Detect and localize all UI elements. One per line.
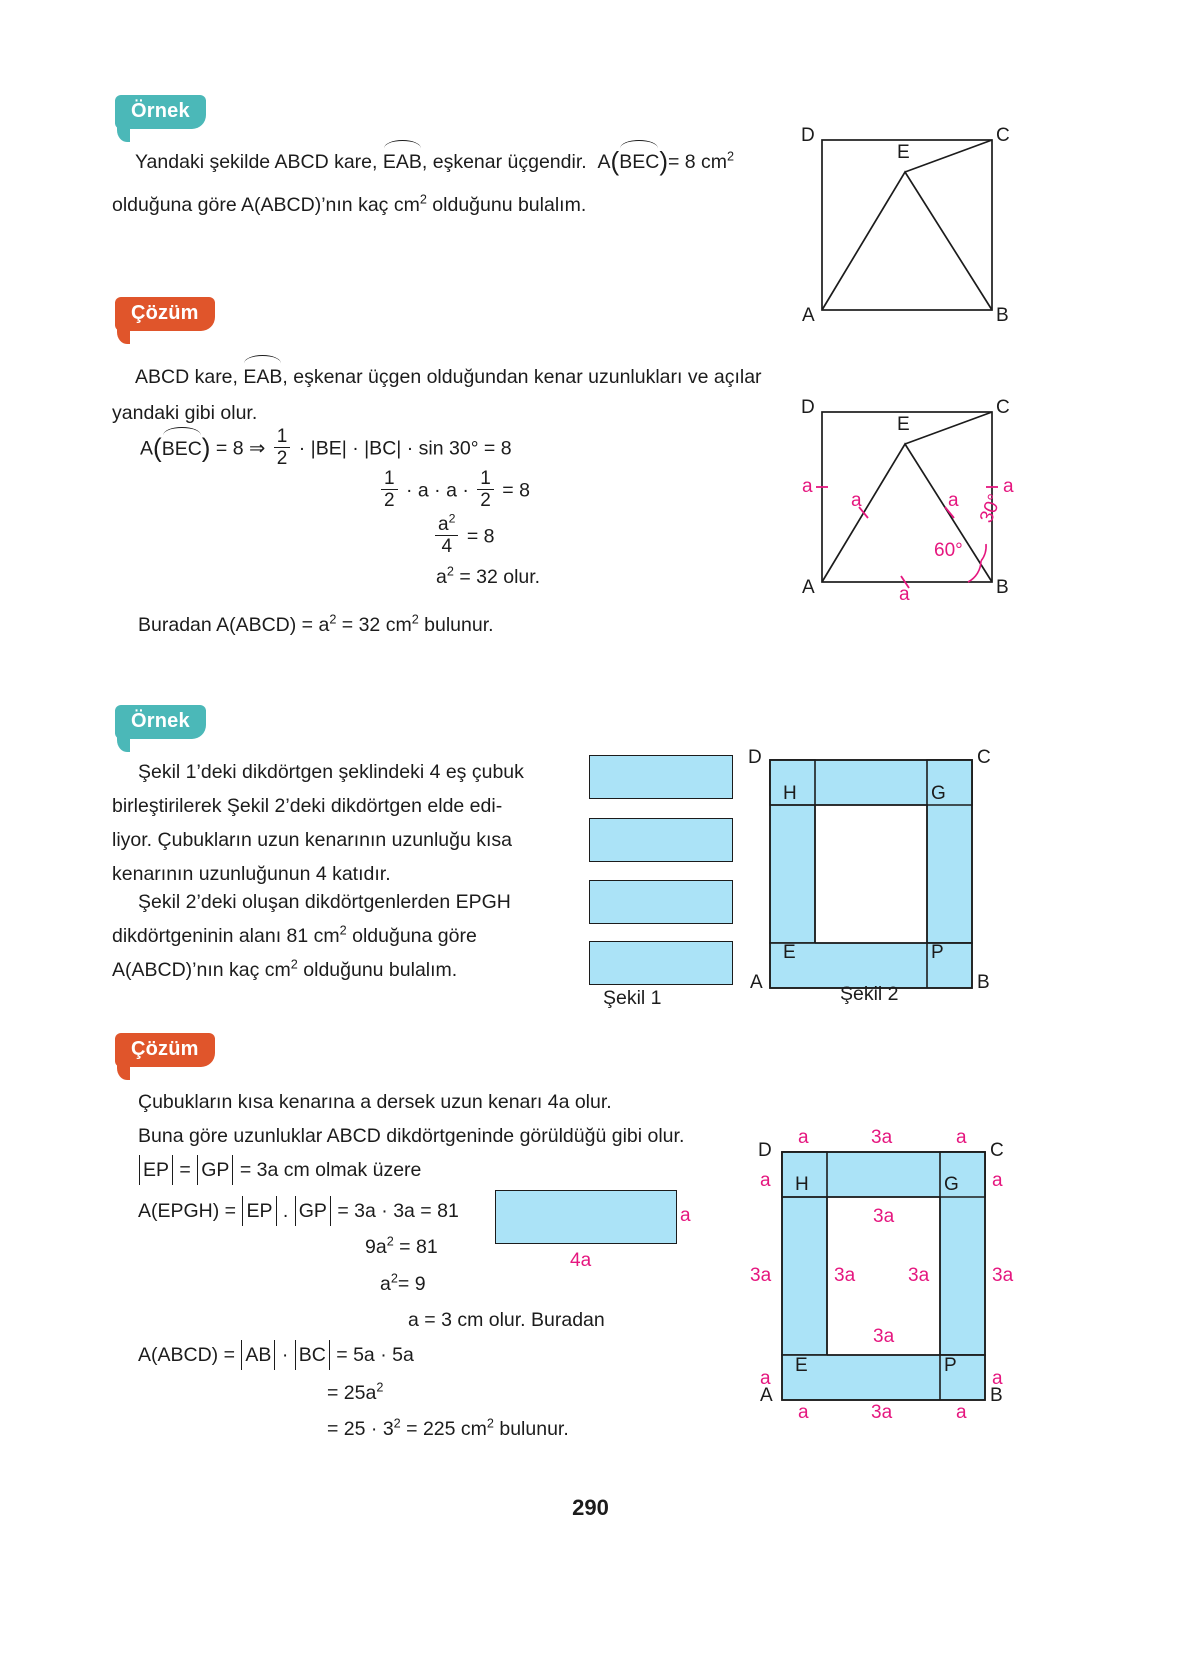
solution2-line10-sup1: 2 bbox=[393, 1416, 401, 1431]
arc-EAB-2: EAB bbox=[243, 362, 282, 392]
solution2-line4-pre: A(EPGH) = bbox=[138, 1200, 237, 1222]
right-label-a-top: a bbox=[992, 1170, 1003, 1191]
sol2-vertex-E: E bbox=[795, 1355, 808, 1376]
solution2-line6-sup: 2 bbox=[390, 1271, 398, 1286]
sekil2-vertex-P: P bbox=[931, 942, 944, 963]
inner-label-3a-bottom: 3a bbox=[873, 1326, 895, 1347]
left-label-a-bottom: a bbox=[760, 1368, 771, 1389]
solution1-conclusion bbox=[138, 610, 494, 640]
sekil2-vertex-H: H bbox=[783, 783, 797, 804]
bottom-label-3a: 3a bbox=[871, 1402, 893, 1423]
solution1-figure bbox=[800, 392, 1035, 605]
bar-1 bbox=[589, 755, 733, 799]
sekil2-vertex-E: E bbox=[783, 942, 796, 963]
solution2-line2: Buna göre uzunluklar ABCD dikdörtgeninde görüldüğü gibi olur. bbox=[138, 1125, 685, 1147]
sol2-vertex-G: G bbox=[944, 1174, 959, 1195]
solution2-line5-b: = 81 bbox=[393, 1236, 438, 1258]
solution2-line4 bbox=[138, 1196, 459, 1226]
angle-label-60: 60° bbox=[934, 540, 963, 561]
solution2-line9 bbox=[327, 1378, 383, 1408]
solution2-line9-sup: 2 bbox=[376, 1380, 384, 1395]
sol2-vertex-D: D bbox=[758, 1140, 772, 1161]
solution2-line10-a: = 25 · 3 bbox=[327, 1418, 394, 1440]
solution2-line1: Çubukların kısa kenarına a dersek uzun kenarı 4a olur. bbox=[138, 1091, 612, 1113]
solution1-text-2: , eşkenar üçgen olduğundan kenar uzunlukları ve açılar bbox=[282, 366, 762, 388]
sol2-vertex-C: C bbox=[990, 1140, 1004, 1161]
step3-num: a bbox=[438, 514, 449, 535]
solution2-line10-b: = 225 cm bbox=[400, 1418, 487, 1440]
sekil-2-caption: Şekil 2 bbox=[840, 983, 899, 1005]
inner-label-3a-right: 3a bbox=[908, 1265, 930, 1286]
solution2-line4-tail: = 3a · 3a = 81 bbox=[337, 1200, 459, 1222]
step4-tail: = 32 olur. bbox=[459, 566, 541, 588]
conclusion-sup1: 2 bbox=[329, 612, 337, 627]
sol2-vertex-P: P bbox=[944, 1355, 957, 1376]
top-label-a-right: a bbox=[956, 1127, 967, 1148]
side-label-a-left: a bbox=[802, 476, 813, 497]
example1-sup2: 2 bbox=[419, 192, 427, 207]
example2-p2-l3-a: A(ABCD)’nın kaç cm bbox=[112, 959, 291, 981]
sekil-1-caption: Şekil 1 bbox=[603, 987, 662, 1009]
page-number: 290 bbox=[572, 1495, 609, 1520]
example1-figure bbox=[800, 120, 1030, 330]
bar-4a bbox=[495, 1190, 677, 1244]
example2-p1-l4: kenarının uzunluğunun 4 katıdır. bbox=[112, 863, 391, 885]
example1-text-4: olduğunu bulalım. bbox=[426, 194, 587, 216]
bar-2 bbox=[589, 818, 733, 862]
solution2-line6 bbox=[380, 1269, 426, 1299]
solution2-line10 bbox=[327, 1414, 569, 1444]
example2-p2-l2 bbox=[112, 919, 552, 953]
solution1-step-4 bbox=[436, 562, 540, 592]
bottom-label-a-left: a bbox=[798, 1402, 809, 1423]
solution2-line7: a = 3 cm olur. Buradan bbox=[408, 1309, 605, 1331]
example2-p2-l2-sup: 2 bbox=[339, 923, 347, 938]
inner-label-3a-left: 3a bbox=[834, 1265, 856, 1286]
conclusion-b: = 32 cm bbox=[336, 614, 412, 636]
solution1-line1 bbox=[135, 362, 762, 392]
conclusion-c: bulunur. bbox=[418, 614, 494, 636]
bottom-label-a-right: a bbox=[956, 1402, 967, 1423]
example1-text-3: olduğuna göre A(ABCD)’nın kaç cm bbox=[112, 194, 420, 216]
solution1-step-3 bbox=[432, 511, 495, 559]
vertex-label-D: D bbox=[801, 125, 815, 146]
bar-bottom-label-4a: 4a bbox=[570, 1250, 592, 1271]
square-abcd-triangle-svg bbox=[800, 120, 1030, 330]
fraction-a2-over-4 bbox=[435, 511, 458, 558]
example2-paragraph-2 bbox=[112, 885, 552, 987]
solution2-bar-figure bbox=[490, 1185, 710, 1275]
vertex-label-E2: E bbox=[897, 414, 910, 435]
example1-statement-line1: Yandaki şekilde ABCD kare, EAB, eşkenar üçgendir. A(BEC)= 8 $cm^2$ bbox=[135, 146, 735, 176]
example2-p1-l1: Şekil 1’deki dikdörtgen şeklindeki 4 eş çubuk bbox=[138, 761, 524, 783]
side-label-a-eb: a bbox=[948, 490, 959, 511]
left-label-3a: 3a bbox=[750, 1265, 772, 1286]
arc-EAB: EAB bbox=[383, 147, 422, 177]
example2-p2-l3 bbox=[112, 953, 552, 987]
fraction-one-half-a: $\frac{1}{2}$ bbox=[274, 427, 291, 470]
step1-rest: = 8 ⇒ bbox=[215, 437, 266, 460]
step1-prefix: A bbox=[140, 437, 154, 460]
solution2-line8-dot: · bbox=[281, 1344, 289, 1366]
vertex-label-C: C bbox=[996, 125, 1010, 146]
solution2-line8 bbox=[138, 1340, 414, 1370]
solution1-step-1: A(BEC) = 8 ⇒ $\frac{1}{2}$ · |BE| · |BC| · sin 30° = 8 bbox=[140, 426, 512, 469]
conclusion-sup2: 2 bbox=[411, 612, 419, 627]
sekil2-vertex-B: B bbox=[977, 972, 990, 993]
arc-BEC-2: BEC bbox=[162, 434, 202, 464]
vertex-label-A2: A bbox=[802, 577, 815, 598]
top-label-3a: 3a bbox=[871, 1127, 893, 1148]
side-label-a-ae: a bbox=[851, 490, 862, 511]
solution2-line10-sup2: 2 bbox=[486, 1416, 494, 1431]
step1-tail: · |BE| · |BC| · sin 30° = 8 bbox=[298, 437, 512, 460]
sol2-vertex-A: A bbox=[760, 1385, 773, 1406]
vertex-label-B2: B bbox=[996, 577, 1009, 598]
solution1-line2: yandaki gibi olur. bbox=[112, 402, 258, 424]
sekil2-vertex-G: G bbox=[931, 783, 946, 804]
abs-AB: AB bbox=[241, 1340, 275, 1370]
solution1-text-1: ABCD kare, bbox=[135, 366, 238, 388]
solution2-line6-a: a bbox=[380, 1273, 391, 1295]
solution2-line3-tail: = 3a cm olmak üzere bbox=[239, 1159, 422, 1181]
bar-side-label-a: a bbox=[680, 1205, 691, 1226]
example2-p2-l3-sup: 2 bbox=[290, 957, 298, 972]
solution2-line9-a: = 25a bbox=[327, 1382, 377, 1404]
conclusion-a: Buradan A(ABCD) = a bbox=[138, 614, 330, 636]
sekil2-vertex-D: D bbox=[748, 747, 762, 768]
abs-GP-1: GP bbox=[197, 1155, 233, 1185]
sol2-vertex-H: H bbox=[795, 1174, 809, 1195]
sekil-2-figure bbox=[745, 745, 1035, 1005]
solution2-line5 bbox=[365, 1232, 438, 1262]
example2-p2-l2-b: olduğuna göre bbox=[346, 925, 477, 947]
solution2-line3: EP = GP = 3a cm olmak üzere bbox=[138, 1155, 421, 1185]
example1-text-1: Yandaki şekilde ABCD kare, bbox=[135, 151, 378, 173]
inner-label-3a-top: 3a bbox=[873, 1206, 895, 1227]
step2-text: · a · a · bbox=[406, 479, 469, 502]
right-label-a-bottom: a bbox=[992, 1368, 1003, 1389]
vertex-label-C2: C bbox=[996, 397, 1010, 418]
solution2-line5-a: 9a bbox=[365, 1236, 387, 1258]
vertex-label-B: B bbox=[996, 305, 1009, 326]
example2-p1-l2: birleştirilerek Şekil 2’deki dikdörtgen elde edi- bbox=[112, 795, 503, 817]
cozum-tag-2: Çözüm bbox=[115, 1033, 215, 1067]
example1-sup: 2 bbox=[727, 149, 735, 164]
step4-text: a bbox=[436, 566, 447, 588]
cozum-tag-1: Çözüm bbox=[115, 297, 215, 331]
solution2-figure bbox=[740, 1127, 1040, 1430]
sekil2-vertex-C: C bbox=[977, 747, 991, 768]
example2-p2-l3-b: olduğunu bulalım. bbox=[297, 959, 458, 981]
bar-3 bbox=[589, 880, 733, 924]
vertex-label-A: A bbox=[802, 305, 815, 326]
step2-tail: = 8 bbox=[502, 479, 530, 502]
solution2-line4-dot: . bbox=[282, 1200, 289, 1222]
example2-paragraph-1 bbox=[112, 755, 552, 891]
abs-EP-2: EP bbox=[242, 1196, 276, 1226]
bar-4 bbox=[589, 941, 733, 985]
right-label-3a: 3a bbox=[992, 1265, 1014, 1286]
fraction-one-half-c: $\frac{1}{2}$ bbox=[477, 469, 494, 512]
arc-BEC: BEC bbox=[619, 147, 659, 177]
solution2-line10-c: bulunur. bbox=[493, 1418, 569, 1440]
vertex-label-D2: D bbox=[801, 397, 815, 418]
example2-p2-l1: Şekil 2’deki oluşan dikdörtgenlerden EPGH bbox=[138, 891, 511, 913]
example1-text-2: , eşkenar üçgendir. bbox=[421, 151, 587, 173]
abs-GP-2: GP bbox=[295, 1196, 331, 1226]
fraction-one-half-b: $\frac{1}{2}$ bbox=[381, 469, 398, 512]
step4-sup: 2 bbox=[446, 564, 454, 579]
sol2-vertex-B: B bbox=[990, 1385, 1003, 1406]
solution2-line8-pre: A(ABCD) = bbox=[138, 1344, 235, 1366]
top-label-a-left: a bbox=[798, 1127, 809, 1148]
step3-tail: = 8 bbox=[466, 525, 495, 548]
sekil2-vertex-A: A bbox=[750, 972, 763, 993]
abs-BC: BC bbox=[295, 1340, 330, 1370]
example2-p2-l2-a: dikdörtgeninin alanı 81 cm bbox=[112, 925, 340, 947]
solution2-line6-b: = 9 bbox=[397, 1273, 426, 1295]
left-label-a-top: a bbox=[760, 1170, 771, 1191]
angle-label-30: 30° bbox=[976, 491, 1007, 526]
example1-A: A bbox=[597, 151, 611, 173]
vertex-label-E: E bbox=[897, 142, 910, 163]
solution1-step-2 bbox=[378, 470, 530, 513]
solution2-line8-tail: = 5a · 5a bbox=[336, 1344, 414, 1366]
sekil-1-figure bbox=[557, 750, 737, 1009]
ornek-tag-2: Örnek bbox=[115, 705, 206, 739]
side-label-a-bottom: a bbox=[899, 584, 910, 605]
example2-p1-l3: liyor. Çubukların uzun kenarının uzunluğu kısa bbox=[112, 829, 512, 851]
solution2-line5-sup: 2 bbox=[386, 1234, 394, 1249]
side-label-a-right: a bbox=[1003, 476, 1014, 497]
example1-eq: = 8 cm bbox=[667, 151, 728, 173]
step3-num-sup: 2 bbox=[448, 511, 456, 526]
ornek-tag-1: Örnek bbox=[115, 95, 206, 129]
abs-EP-1: EP bbox=[139, 1155, 173, 1185]
example1-statement-line2 bbox=[112, 190, 586, 220]
step3-den: 4 bbox=[435, 535, 458, 558]
